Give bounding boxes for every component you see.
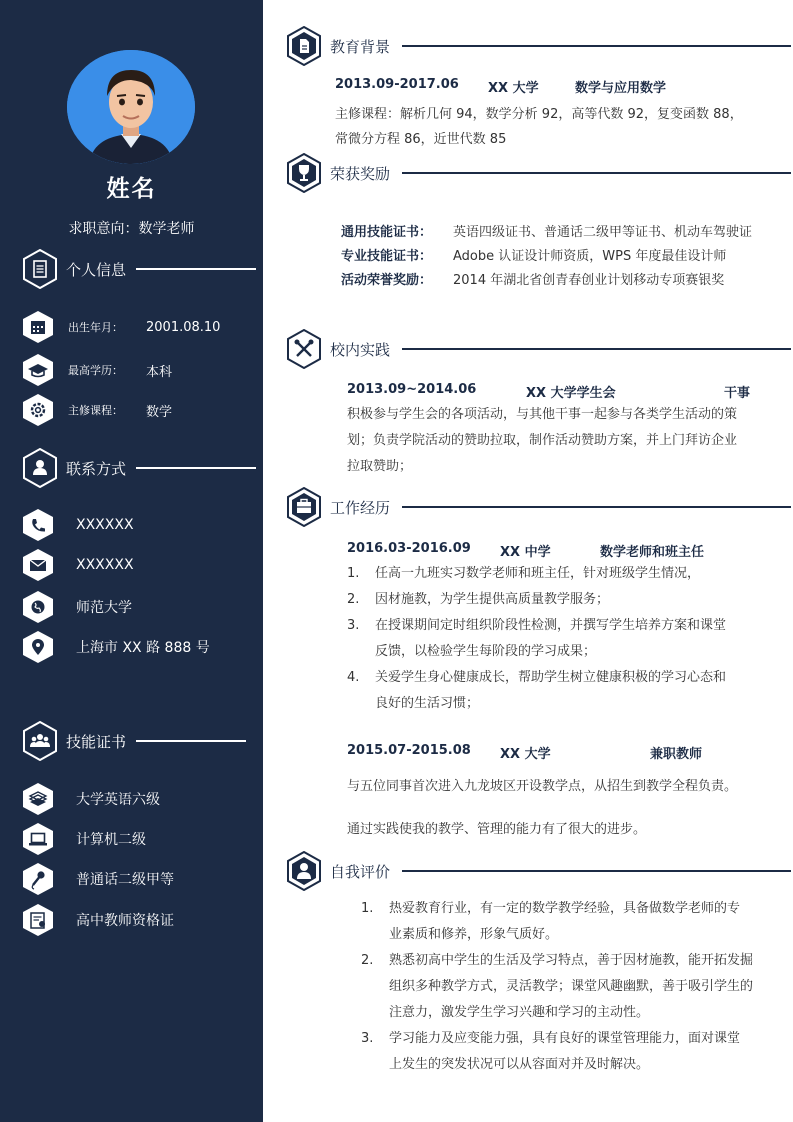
location-icon bbox=[22, 630, 54, 664]
list-item bbox=[361, 896, 753, 948]
honor-value: 2014 年湖北省创青春创业计划移动专项赛银奖 bbox=[453, 273, 725, 288]
campus-line: 拉取赞助； bbox=[347, 459, 413, 474]
info-value: 2001.08.10 bbox=[146, 319, 221, 335]
job-duties bbox=[347, 561, 726, 717]
honor-label: 通用技能证书： bbox=[341, 225, 433, 240]
section-personal-info bbox=[22, 250, 256, 288]
education-courses-line: 主修课程：解析几何 94，数学分析 92，高等代数 92，复变函数 88， bbox=[335, 107, 743, 122]
job-description: 通过实践使我的教学、管理的能力有了很大的进步。 bbox=[347, 822, 647, 837]
education-courses-line: 常微分方程 86，近世代数 85 bbox=[335, 132, 507, 147]
contact-address bbox=[22, 630, 210, 664]
list-number: 3. bbox=[361, 1031, 374, 1046]
divider bbox=[136, 740, 246, 742]
contact-phone bbox=[22, 508, 134, 542]
education-date: 2013.09-2017.06 bbox=[335, 77, 459, 92]
section-title: 自我评价 bbox=[330, 862, 391, 881]
list-text: 在授课期间定时组织阶段性检测，并撰写学生培养方案和课堂 bbox=[375, 618, 727, 633]
certificate-icon bbox=[22, 903, 54, 937]
section-contact bbox=[22, 449, 256, 487]
divider bbox=[136, 268, 256, 270]
section-title: 个人信息 bbox=[66, 260, 127, 279]
skill-label: 计算机二级 bbox=[76, 832, 146, 848]
tools-icon bbox=[286, 329, 322, 369]
list-text: 良好的生活习惯； bbox=[375, 696, 480, 711]
list-text: 注意力，激发学生学习兴趣和学习的主动性。 bbox=[389, 1005, 650, 1020]
skill-label: 高中教师资格证 bbox=[76, 913, 174, 929]
honor-label: 活动荣誉奖励： bbox=[341, 273, 433, 288]
job-description: 与五位同事首次进入九龙坡区开设教学点，从招生到教学全程负责。 bbox=[347, 779, 738, 794]
info-label: 出生年月： bbox=[68, 321, 123, 334]
avatar-illustration bbox=[67, 50, 195, 164]
mail-icon bbox=[22, 548, 54, 582]
section-title: 技能证书 bbox=[66, 732, 127, 751]
job-role: 兼职教师 bbox=[650, 747, 703, 762]
campus-org: XX 大学学生会 bbox=[526, 386, 616, 401]
list-number: 2. bbox=[347, 592, 360, 607]
graduation-cap-icon bbox=[22, 353, 54, 387]
campus-date: 2013.09~2014.06 bbox=[347, 382, 477, 397]
campus-role: 干事 bbox=[724, 386, 751, 401]
list-text: 关爱学生身心健康成长，帮助学生树立健康积极的学习心态和 bbox=[375, 670, 727, 685]
campus-description bbox=[347, 402, 737, 480]
list-text: 热爱教育行业，有一定的数学教学经验，具备做数学老师的专 bbox=[389, 901, 741, 916]
section-title: 校内实践 bbox=[330, 340, 391, 359]
list-item bbox=[347, 587, 726, 613]
campus-line: 划；负责学院活动的赞助拉取，制作活动赞助方案，并上门拜访企业 bbox=[347, 433, 738, 448]
books-icon bbox=[22, 782, 54, 816]
info-major bbox=[22, 393, 172, 427]
calendar-icon bbox=[22, 310, 54, 344]
self-evaluation-list bbox=[361, 896, 753, 1078]
contact-value: XXXXXX bbox=[76, 517, 134, 533]
contact-school bbox=[22, 590, 132, 624]
skill-item bbox=[22, 822, 146, 856]
list-number: 2. bbox=[361, 953, 374, 968]
document-icon bbox=[286, 26, 322, 66]
info-birth bbox=[22, 310, 220, 344]
contact-email bbox=[22, 548, 134, 582]
skill-item bbox=[22, 782, 160, 816]
education-school: XX 大学 bbox=[488, 81, 539, 96]
job-date: 2016.03-2016.09 bbox=[347, 541, 471, 556]
group-icon bbox=[22, 721, 58, 761]
candidate-name: 姓名 bbox=[106, 176, 157, 202]
info-degree bbox=[22, 353, 172, 387]
document-icon bbox=[22, 249, 58, 289]
contact-value: XXXXXX bbox=[76, 557, 134, 573]
job-date: 2015.07-2015.08 bbox=[347, 743, 471, 758]
divider bbox=[402, 870, 791, 872]
list-text: 熟悉初高中学生的生活及学习特点，善于因材施教，能开拓发掘 bbox=[389, 953, 754, 968]
list-number: 1. bbox=[361, 901, 374, 916]
list-text: 学习能力及应变能力强，具有良好的课堂管理能力，面对课堂 bbox=[389, 1031, 741, 1046]
job-org: XX 大学 bbox=[500, 747, 551, 762]
divider bbox=[402, 45, 791, 47]
campus-line: 积极参与学生会的各项活动，与其他干事一起参与各类学生活动的策 bbox=[347, 407, 738, 422]
laptop-icon bbox=[22, 822, 54, 856]
list-number: 1. bbox=[347, 566, 360, 581]
section-self-evaluation bbox=[286, 850, 791, 892]
skill-item bbox=[22, 862, 174, 896]
skill-label: 大学英语六级 bbox=[76, 792, 160, 808]
skill-item bbox=[22, 903, 174, 937]
list-number: 3. bbox=[347, 618, 360, 633]
education-major: 数学与应用数学 bbox=[575, 81, 667, 96]
sidebar bbox=[0, 0, 263, 1122]
honor-value: Adobe 认证设计师资质，WPS 年度最佳设计师 bbox=[453, 249, 727, 264]
microphone-icon bbox=[22, 862, 54, 896]
divider bbox=[402, 506, 791, 508]
section-honors bbox=[286, 152, 791, 194]
job-org: XX 中学 bbox=[500, 545, 551, 560]
list-item bbox=[347, 613, 726, 665]
section-title: 工作经历 bbox=[330, 498, 391, 517]
info-value: 本科 bbox=[146, 364, 173, 380]
divider bbox=[402, 172, 791, 174]
briefcase-icon bbox=[286, 487, 322, 527]
divider bbox=[136, 467, 256, 469]
section-campus bbox=[286, 328, 791, 370]
list-text: 上发生的突发状况可以从容面对并及时解决。 bbox=[389, 1057, 650, 1072]
list-text: 业素质和修养，形象气质好。 bbox=[389, 927, 559, 942]
section-work bbox=[286, 486, 791, 528]
user-icon bbox=[22, 448, 58, 488]
contact-value: 上海市 XX 路 888 号 bbox=[76, 640, 210, 656]
section-title: 联系方式 bbox=[66, 459, 127, 478]
list-item bbox=[347, 665, 726, 717]
section-title: 荣获奖励 bbox=[330, 164, 391, 183]
list-text: 任高一九班实习数学老师和班主任，针对班级学生情况， bbox=[375, 566, 701, 581]
phone-icon bbox=[22, 508, 54, 542]
list-number: 4. bbox=[347, 670, 360, 685]
honor-label: 专业技能证书： bbox=[341, 249, 433, 264]
list-text: 组织多种教学方式，灵活教学；课堂风趣幽默，善于吸引学生的 bbox=[389, 979, 754, 994]
section-title: 教育背景 bbox=[330, 37, 391, 56]
trophy-icon bbox=[286, 153, 322, 193]
person-icon bbox=[286, 851, 322, 891]
list-item bbox=[361, 948, 753, 1026]
divider bbox=[402, 348, 791, 350]
globe-icon bbox=[22, 590, 54, 624]
job-intent: 求职意向：数学老师 bbox=[68, 221, 195, 237]
info-value: 数学 bbox=[146, 404, 173, 420]
list-item bbox=[361, 1026, 753, 1078]
job-role: 数学老师和班主任 bbox=[600, 545, 705, 560]
avatar bbox=[67, 50, 195, 164]
contact-value: 师范大学 bbox=[76, 600, 132, 616]
list-item bbox=[347, 561, 726, 587]
skill-label: 普通话二级甲等 bbox=[76, 872, 174, 888]
honor-value: 英语四级证书、普通话二级甲等证书、机动车驾驶证 bbox=[453, 225, 753, 240]
gear-icon bbox=[22, 393, 54, 427]
section-education bbox=[286, 25, 791, 67]
list-text: 因材施教，为学生提供高质量教学服务； bbox=[375, 592, 610, 607]
list-text: 反馈，以检验学生每阶段的学习成果； bbox=[375, 644, 597, 659]
info-label: 最高学历： bbox=[68, 364, 123, 377]
info-label: 主修课程： bbox=[68, 404, 123, 417]
section-skills bbox=[22, 722, 246, 760]
